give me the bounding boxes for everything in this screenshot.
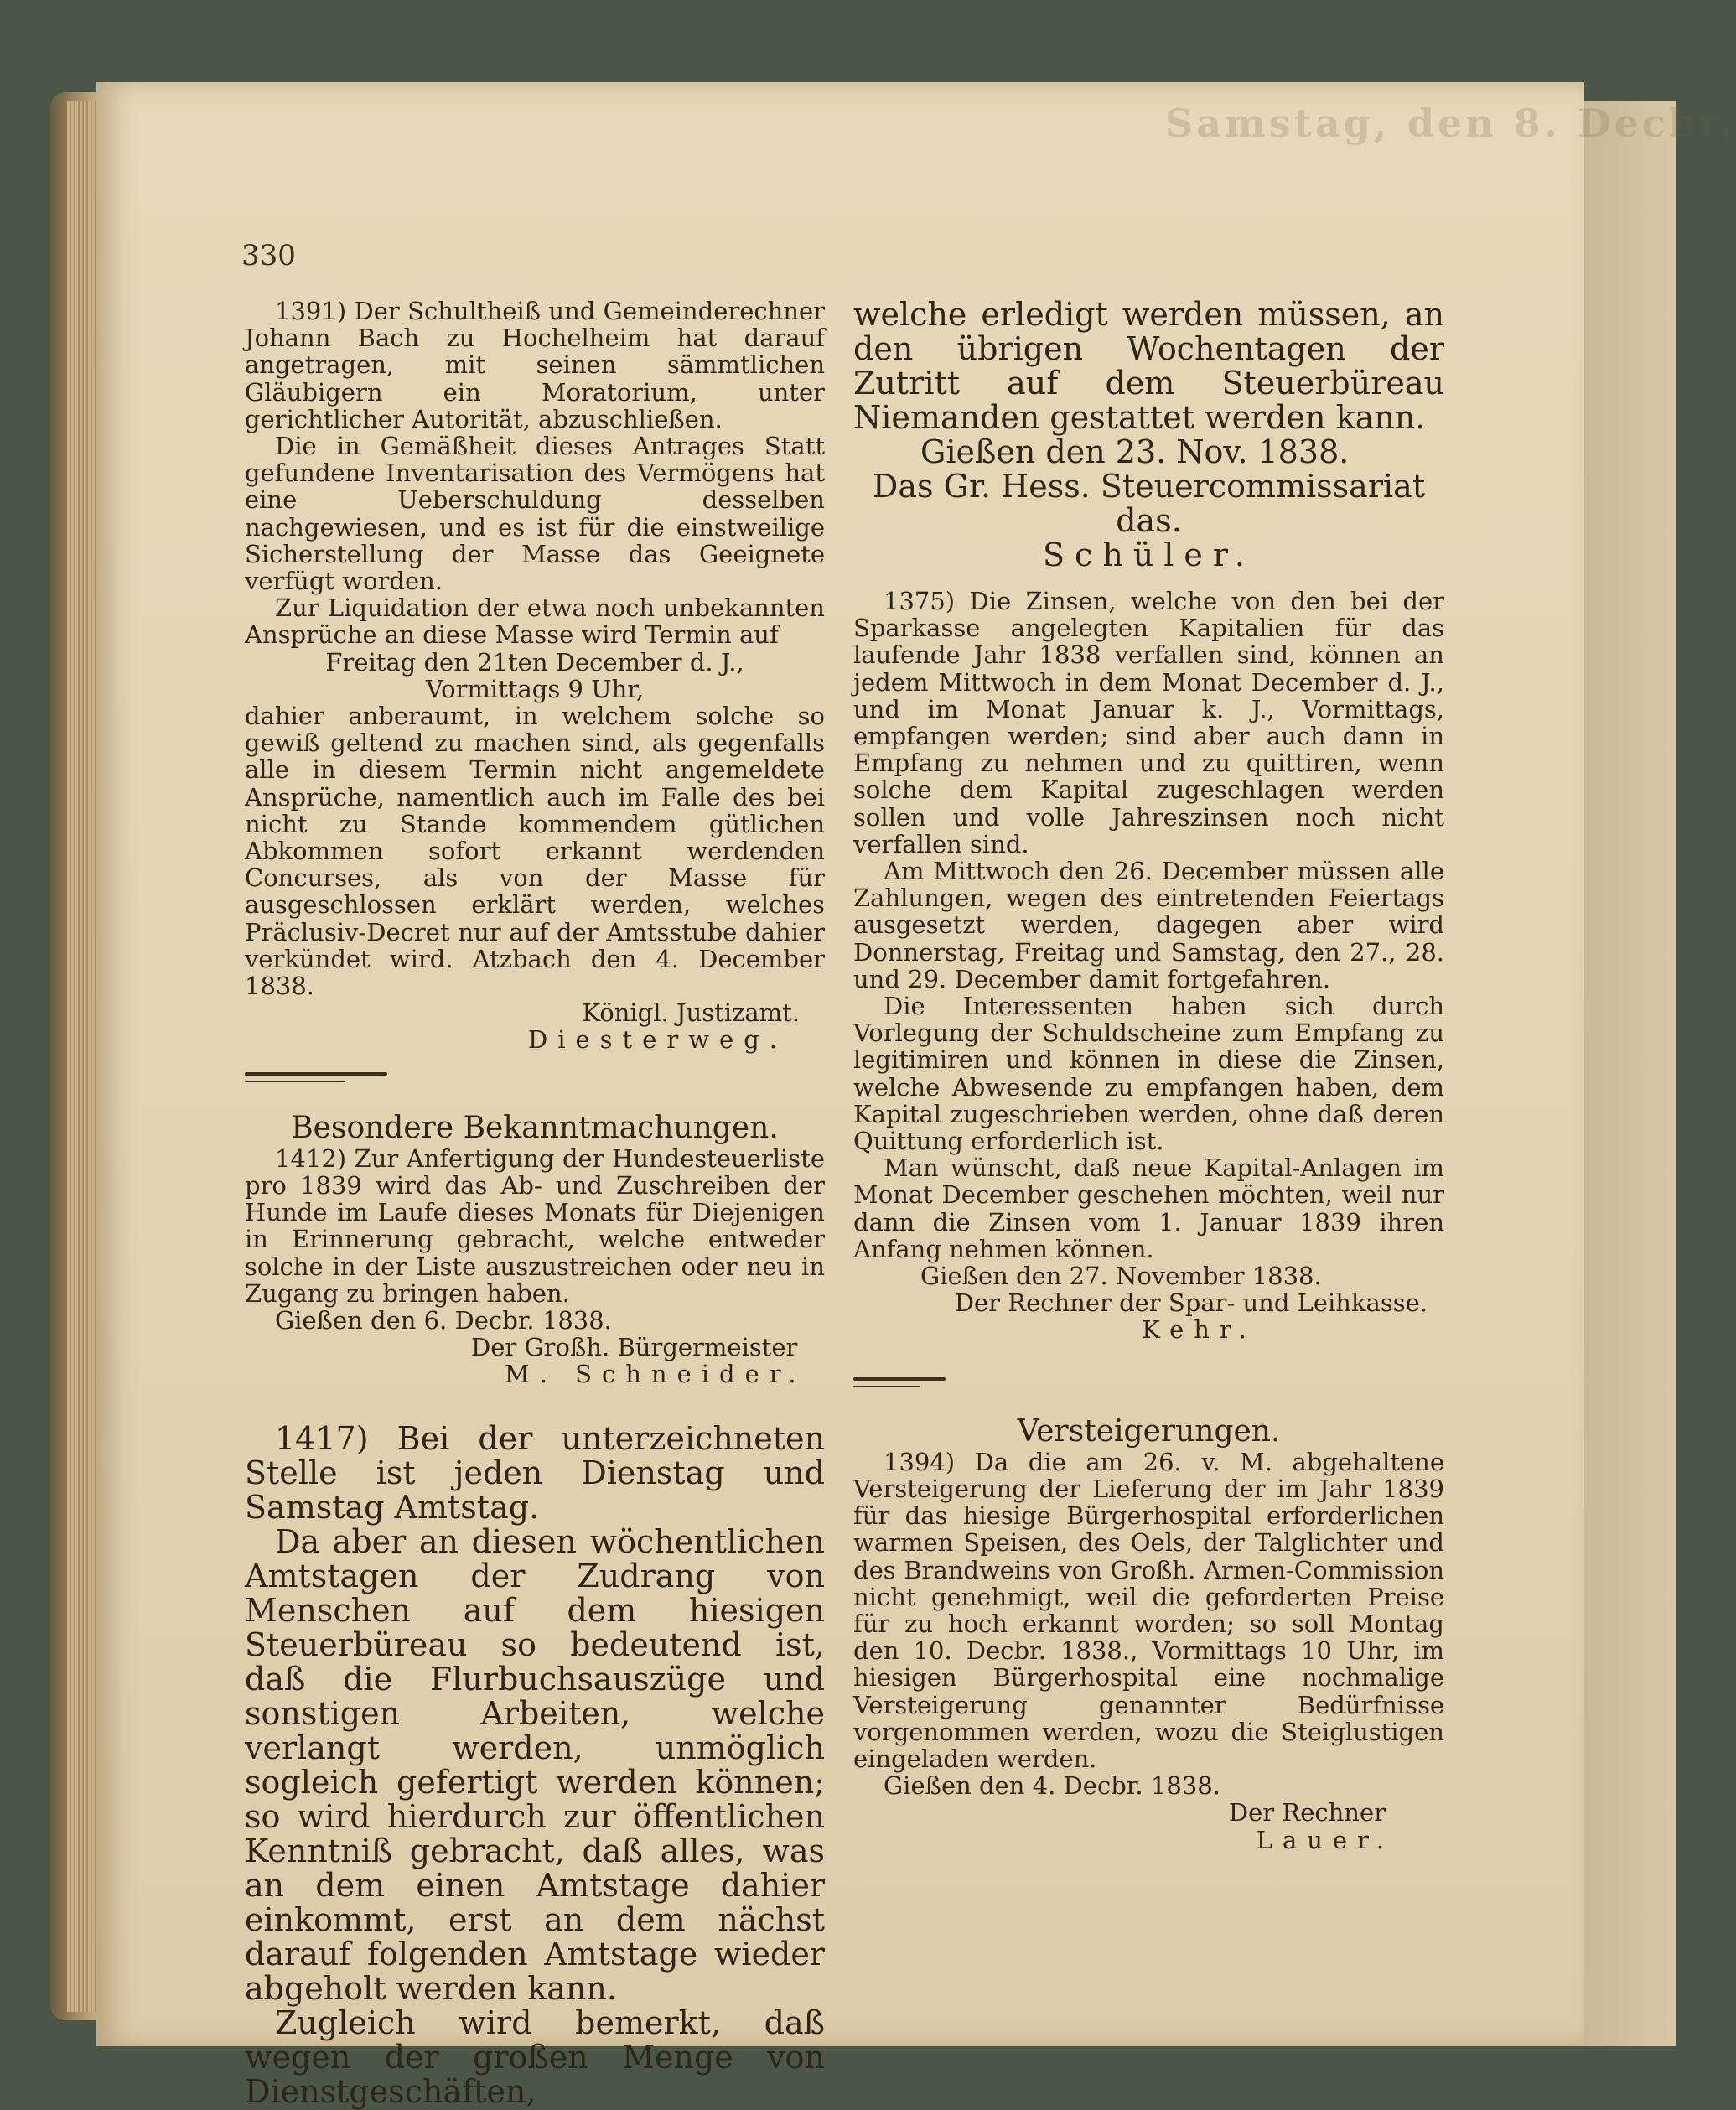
notice-paragraph: welche erledigt werden müssen, an den übrigen Wochentagen der Zutritt auf dem Steuerbüreau Niemanden gestattet werden kann. <box>853 296 1444 436</box>
notice-date: Gießen den 23. Nov. 1838. <box>920 433 1350 470</box>
notice-1417-continued <box>853 298 1444 573</box>
notice-date: Freitag den 21ten December d. J., <box>325 647 744 677</box>
notice-paragraph: 1391) Der Schultheiß und Gemeinderechner Johann Bach zu Hochelheim hat darauf angetragen, mit seinen sämmtlichen Gläubigern ein Moratorium, unter gerichtlicher Autorität, abzuschließen. <box>245 297 825 433</box>
notice-paragraph: 1417) Bei der unterzeichneten Stelle ist jeden Dienstag und Samstag Amtstag. <box>245 1419 825 1526</box>
office-name: Der Rechner der Spar- und Leihkasse. <box>954 1288 1428 1318</box>
section-divider <box>245 1072 387 1076</box>
notice-paragraph: 1375) Die Zinsen, welche von den bei der Sparkasse angelegten Kapitalien für das laufende Jahr 1838 verfallen sind, können an jedem Mittwoch in dem Monat December d. J., und im Monat Januar k. J., Vormittags, empfangen werden; sind aber auch dann in Empfang zu nehmen und zu quittiren, wenn solche dem Kapital zugeschlagen werden sollen und volle Jahreszinsen noch nicht verfallen sind. <box>853 587 1444 858</box>
notice-paragraph: 1412) Zur Anfertigung der Hundesteuerliste pro 1839 wird das Ab- und Zuschreiben der Hunde im Laufe dieses Monats für Diejenigen in Erinnerung gebracht, welche entweder solche in der Liste auszustreichen oder neu in Zugang zu bringen haben. <box>245 1143 825 1308</box>
section-title: Besondere Bekanntmachungen. <box>291 1110 779 1145</box>
signature: M. Schneider. <box>505 1360 806 1389</box>
office-name: Der Rechner <box>1228 1798 1386 1827</box>
notice-paragraph: Man wünscht, daß neue Kapital-Anlagen im Monat December geschehen möchten, weil nur dann die Zinsen vom 1. Januar 1839 ihren Anfang nehmen können. <box>853 1154 1444 1263</box>
page-number: 330 <box>241 239 296 272</box>
signature: Schüler. <box>1043 537 1255 573</box>
office-name: Das Gr. Hess. Steuercommissariat das. <box>872 468 1426 539</box>
notice-paragraph: Zur Liquidation der etwa noch unbekannten Ansprüche an diese Masse wird Termin auf <box>245 594 825 650</box>
office-name: Der Großh. Bürgermeister <box>471 1333 798 1362</box>
section-divider <box>853 1386 920 1387</box>
notice-paragraph: dahier anberaumt, in welchem solche so gewiß geltend zu machen sind, als gegenfalls alle in diesem Termin nicht angemeldete Ansprüche, namentlich auch im Falle des bei nicht zu Stande kommendem gütlichen Abkommen sofort erkannt werdenden Concurses, als von der Masse für ausgeschlossen erklärt werden, welches Präclusiv-Decret nur auf der Amtsstube dahier verkündet wird. Atzbach den 4. December 1838. <box>245 702 825 1001</box>
notice-paragraph: Zugleich wird bemerkt, daß wegen der großen Menge von Dienstgeschäften, <box>245 2004 825 2110</box>
notice-1391 <box>245 298 825 1054</box>
notice-paragraph: Da aber an diesen wöchentlichen Amtstagen der Zudrang von Menschen auf dem hiesigen Steuerbüreau so bedeutend ist, daß die Flurbuchsauszüge und sonstigen Arbeiten, welche verlangt werden, unmöglich sogleich gefertigt werden können; so wird hierdurch zur öffentlichen Kenntniß gebracht, daß alles, was an dem einen Amtstage dahier einkommt, erst an dem nächst darauf folgenden Amtstage wieder abgeholt werden kann. <box>245 1522 825 2007</box>
signature: Diesterweg. <box>527 1025 787 1055</box>
section-title: Versteigerungen. <box>1017 1413 1281 1449</box>
notice-date: Gießen den 27. November 1838. <box>920 1262 1322 1291</box>
notice-paragraph: Die Interessenten haben sich durch Vorlegung der Schuldscheine zum Empfang zu legitimiren und können in diese die Zinsen, welche Abwesende zu empfangen haben, dem Kapital zugeschrieben werden, ohne daß deren Quittung erforderlich ist. <box>853 992 1444 1156</box>
section-divider <box>853 1377 946 1381</box>
notice-paragraph: Am Mittwoch den 26. December müssen alle Zahlungen, wegen des eintretenden Feiertags ausgesetzt werden, dagegen aber wird Donnerstag, Freitag und Samstag, den 27., 28. und 29. December damit fortgefahren. <box>853 857 1444 993</box>
facing-page-edge <box>1580 101 1676 2046</box>
section-divider <box>245 1081 345 1082</box>
notice-1375 <box>853 588 1444 1344</box>
signature: Kehr. <box>1142 1315 1257 1345</box>
notice-date: Gießen den 4. Decbr. 1838. <box>884 1771 1220 1801</box>
office-name: Königl. Justizamt. <box>582 998 800 1028</box>
notice-paragraph: 1394) Da die am 26. v. M. abgehaltene Versteigerung der Lieferung der im Jahr 1839 für das hiesige Bürgerhospital erforderlichen warmen Speisen, des Oels, der Talglichter und des Brandweins von Großh. Armen-Commission nicht genehmigt, weil die geforderten Preise für zu hoch erkannt worden; so soll Montag den 10. Decbr. 1838., Vormittags 10 Uhr, im hiesigen Bürgerhospital eine nochmalige Versteigerung genannter Bedürfnisse vorgenommen werden, wozu die Steiglustigen eingeladen werden. <box>853 1447 1444 1773</box>
bleed-through-text: Samstag, den 8. Decbr. <box>1165 101 1736 146</box>
notice-date: Gießen den 6. Decbr. 1838. <box>275 1305 612 1335</box>
left-column <box>245 298 825 2109</box>
right-column <box>853 298 1444 1853</box>
signature: Lauer. <box>1256 1825 1394 1854</box>
notice-1412 <box>245 1145 825 1388</box>
notice-paragraph: Die in Gemäßheit dieses Antrages Statt gefundene Inventarisation des Vermögens hat eine Ueberschuldung desselben nachgewiesen, und es ist für die einstweilige Sicherstellung der Masse das Geeignete verfügt worden. <box>245 432 825 596</box>
page-edges <box>67 101 101 2012</box>
notice-time: Vormittags 9 Uhr, <box>425 674 645 703</box>
notice-1417 <box>245 1419 825 2110</box>
notice-1394 <box>853 1449 1444 1853</box>
